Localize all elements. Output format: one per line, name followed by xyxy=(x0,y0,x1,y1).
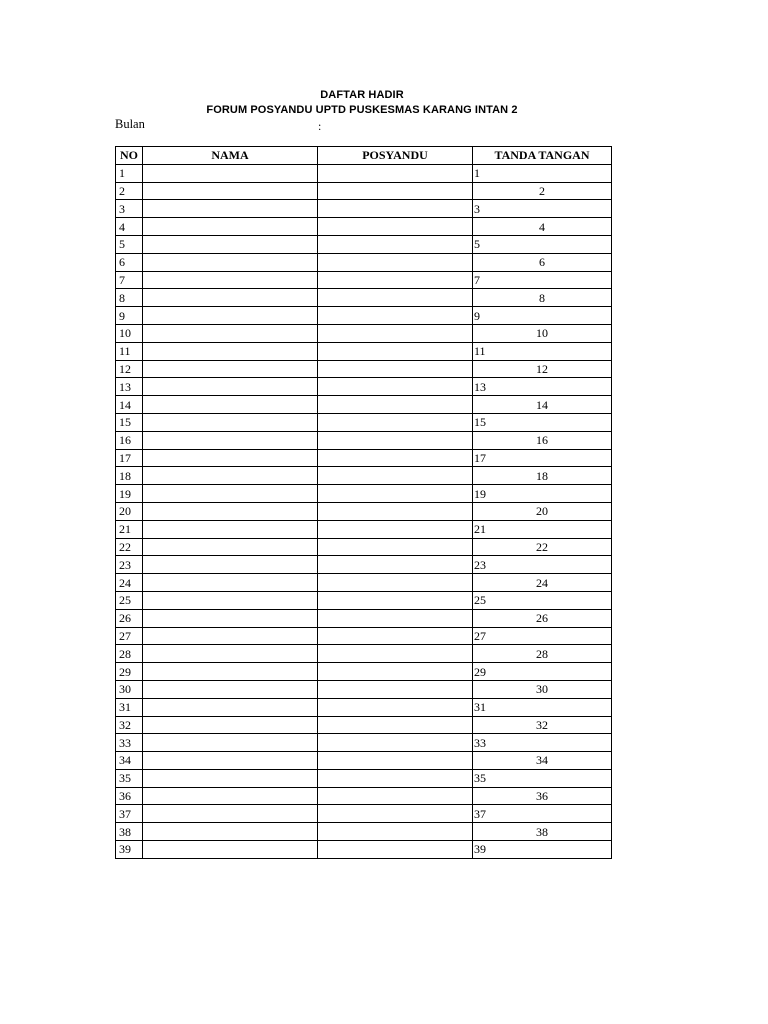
row-number: 17 xyxy=(116,449,143,467)
name-cell[interactable] xyxy=(143,787,318,805)
row-number: 32 xyxy=(116,716,143,734)
name-cell[interactable] xyxy=(143,182,318,200)
signature-cell[interactable]: 37 xyxy=(473,805,612,823)
name-cell[interactable] xyxy=(143,485,318,503)
name-cell[interactable] xyxy=(143,645,318,663)
name-cell[interactable] xyxy=(143,218,318,236)
row-number: 36 xyxy=(116,787,143,805)
document-title: DAFTAR HADIR xyxy=(320,89,404,101)
row-number: 29 xyxy=(116,663,143,681)
signature-cell[interactable]: 5 xyxy=(473,235,612,253)
signature-cell[interactable]: 24 xyxy=(473,574,612,592)
name-cell[interactable] xyxy=(143,609,318,627)
signature-cell[interactable]: 21 xyxy=(473,520,612,538)
name-cell[interactable] xyxy=(143,627,318,645)
signature-cell[interactable]: 34 xyxy=(473,752,612,770)
posyandu-cell[interactable] xyxy=(318,556,473,574)
row-number: 1 xyxy=(116,164,143,182)
posyandu-cell[interactable] xyxy=(318,520,473,538)
posyandu-cell[interactable] xyxy=(318,663,473,681)
signature-cell[interactable]: 26 xyxy=(473,609,612,627)
table-row xyxy=(116,769,612,787)
name-cell[interactable] xyxy=(143,769,318,787)
month-label: Bulan xyxy=(115,117,145,131)
table-row xyxy=(116,556,612,574)
posyandu-cell[interactable] xyxy=(318,841,473,859)
name-cell[interactable] xyxy=(143,378,318,396)
name-cell[interactable] xyxy=(143,698,318,716)
posyandu-cell[interactable] xyxy=(318,787,473,805)
row-number: 33 xyxy=(116,734,143,752)
signature-cell[interactable]: 31 xyxy=(473,698,612,716)
table-row xyxy=(116,734,612,752)
posyandu-cell[interactable] xyxy=(318,502,473,520)
posyandu-cell[interactable] xyxy=(318,235,473,253)
table-row xyxy=(116,663,612,681)
posyandu-cell[interactable] xyxy=(318,324,473,342)
posyandu-cell[interactable] xyxy=(318,769,473,787)
name-cell[interactable] xyxy=(143,307,318,325)
signature-cell[interactable]: 14 xyxy=(473,396,612,414)
row-number: 30 xyxy=(116,680,143,698)
table-row xyxy=(116,752,612,770)
name-cell[interactable] xyxy=(143,360,318,378)
posyandu-cell[interactable] xyxy=(318,823,473,841)
attendance-table xyxy=(115,146,612,859)
table-row xyxy=(116,431,612,449)
signature-cell[interactable]: 13 xyxy=(473,378,612,396)
table-row xyxy=(116,449,612,467)
table-row xyxy=(116,823,612,841)
table-row xyxy=(116,200,612,218)
posyandu-cell[interactable] xyxy=(318,716,473,734)
row-number: 34 xyxy=(116,752,143,770)
row-number: 4 xyxy=(116,218,143,236)
row-number: 37 xyxy=(116,805,143,823)
signature-cell[interactable]: 7 xyxy=(473,271,612,289)
posyandu-cell[interactable] xyxy=(318,538,473,556)
table-row xyxy=(116,271,612,289)
table-row xyxy=(116,538,612,556)
table-row xyxy=(116,680,612,698)
table-row xyxy=(116,467,612,485)
table-row xyxy=(116,324,612,342)
name-cell[interactable] xyxy=(143,538,318,556)
signature-cell[interactable]: 2 xyxy=(473,182,612,200)
signature-cell[interactable]: 17 xyxy=(473,449,612,467)
table-row xyxy=(116,413,612,431)
table-row xyxy=(116,396,612,414)
name-cell[interactable] xyxy=(143,520,318,538)
posyandu-cell[interactable] xyxy=(318,627,473,645)
name-cell[interactable] xyxy=(143,556,318,574)
name-cell[interactable] xyxy=(143,413,318,431)
row-number: 8 xyxy=(116,289,143,307)
signature-cell[interactable]: 38 xyxy=(473,823,612,841)
row-number: 11 xyxy=(116,342,143,360)
signature-cell[interactable]: 15 xyxy=(473,413,612,431)
table-row xyxy=(116,485,612,503)
posyandu-cell[interactable] xyxy=(318,467,473,485)
month-colon: : xyxy=(318,119,322,133)
row-number: 20 xyxy=(116,502,143,520)
signature-cell[interactable]: 9 xyxy=(473,307,612,325)
name-cell[interactable] xyxy=(143,449,318,467)
name-cell[interactable] xyxy=(143,841,318,859)
row-number: 31 xyxy=(116,698,143,716)
column-header-no: NO xyxy=(116,147,143,165)
name-cell[interactable] xyxy=(143,271,318,289)
table-row xyxy=(116,841,612,859)
column-header-posyandu: POSYANDU xyxy=(318,147,473,165)
table-row xyxy=(116,609,612,627)
table-row xyxy=(116,698,612,716)
table-row xyxy=(116,787,612,805)
table-row xyxy=(116,235,612,253)
row-number: 13 xyxy=(116,378,143,396)
table-row xyxy=(116,645,612,663)
table-row xyxy=(116,627,612,645)
signature-cell[interactable]: 8 xyxy=(473,289,612,307)
posyandu-cell[interactable] xyxy=(318,805,473,823)
row-number: 6 xyxy=(116,253,143,271)
row-number: 21 xyxy=(116,520,143,538)
signature-cell[interactable]: 16 xyxy=(473,431,612,449)
posyandu-cell[interactable] xyxy=(318,645,473,663)
name-cell[interactable] xyxy=(143,502,318,520)
signature-cell[interactable]: 10 xyxy=(473,324,612,342)
signature-cell[interactable]: 35 xyxy=(473,769,612,787)
posyandu-cell[interactable] xyxy=(318,698,473,716)
name-cell[interactable] xyxy=(143,574,318,592)
table-row xyxy=(116,253,612,271)
row-number: 24 xyxy=(116,574,143,592)
table-row xyxy=(116,574,612,592)
signature-cell[interactable]: 3 xyxy=(473,200,612,218)
name-cell[interactable] xyxy=(143,680,318,698)
name-cell[interactable] xyxy=(143,289,318,307)
row-number: 15 xyxy=(116,413,143,431)
column-header-nama: NAMA xyxy=(143,147,318,165)
signature-cell[interactable]: 22 xyxy=(473,538,612,556)
signature-cell[interactable]: 32 xyxy=(473,716,612,734)
signature-cell[interactable]: 19 xyxy=(473,485,612,503)
row-number: 35 xyxy=(116,769,143,787)
posyandu-cell[interactable] xyxy=(318,431,473,449)
name-cell[interactable] xyxy=(143,805,318,823)
signature-cell[interactable]: 33 xyxy=(473,734,612,752)
row-number: 10 xyxy=(116,324,143,342)
table-row xyxy=(116,218,612,236)
column-header-tanda-tangan: TANDA TANGAN xyxy=(473,147,612,165)
signature-cell[interactable]: 29 xyxy=(473,663,612,681)
signature-cell[interactable]: 6 xyxy=(473,253,612,271)
row-number: 9 xyxy=(116,307,143,325)
table-header-row xyxy=(116,147,612,165)
posyandu-cell[interactable] xyxy=(318,449,473,467)
posyandu-cell[interactable] xyxy=(318,609,473,627)
table-row xyxy=(116,378,612,396)
posyandu-cell[interactable] xyxy=(318,342,473,360)
name-cell[interactable] xyxy=(143,734,318,752)
name-cell[interactable] xyxy=(143,663,318,681)
row-number: 2 xyxy=(116,182,143,200)
signature-cell[interactable]: 30 xyxy=(473,680,612,698)
name-cell[interactable] xyxy=(143,591,318,609)
posyandu-cell[interactable] xyxy=(318,396,473,414)
row-number: 22 xyxy=(116,538,143,556)
row-number: 23 xyxy=(116,556,143,574)
signature-cell[interactable]: 36 xyxy=(473,787,612,805)
name-cell[interactable] xyxy=(143,716,318,734)
posyandu-cell[interactable] xyxy=(318,164,473,182)
signature-cell[interactable]: 12 xyxy=(473,360,612,378)
signature-cell[interactable]: 11 xyxy=(473,342,612,360)
row-number: 38 xyxy=(116,823,143,841)
row-number: 14 xyxy=(116,396,143,414)
signature-cell[interactable]: 18 xyxy=(473,467,612,485)
row-number: 26 xyxy=(116,609,143,627)
table-row xyxy=(116,182,612,200)
name-cell[interactable] xyxy=(143,235,318,253)
posyandu-cell[interactable] xyxy=(318,360,473,378)
row-number: 28 xyxy=(116,645,143,663)
name-cell[interactable] xyxy=(143,396,318,414)
row-number: 27 xyxy=(116,627,143,645)
row-number: 5 xyxy=(116,235,143,253)
row-number: 19 xyxy=(116,485,143,503)
name-cell[interactable] xyxy=(143,823,318,841)
name-cell[interactable] xyxy=(143,342,318,360)
row-number: 25 xyxy=(116,591,143,609)
name-cell[interactable] xyxy=(143,324,318,342)
posyandu-cell[interactable] xyxy=(318,271,473,289)
posyandu-cell[interactable] xyxy=(318,200,473,218)
document-subtitle: FORUM POSYANDU UPTD PUSKESMAS KARANG INTAN 2 xyxy=(206,104,518,116)
posyandu-cell[interactable] xyxy=(318,485,473,503)
name-cell[interactable] xyxy=(143,164,318,182)
posyandu-cell[interactable] xyxy=(318,574,473,592)
name-cell[interactable] xyxy=(143,200,318,218)
posyandu-cell[interactable] xyxy=(318,218,473,236)
posyandu-cell[interactable] xyxy=(318,378,473,396)
row-number: 16 xyxy=(116,431,143,449)
posyandu-cell[interactable] xyxy=(318,591,473,609)
table-row xyxy=(116,591,612,609)
posyandu-cell[interactable] xyxy=(318,752,473,770)
signature-cell[interactable]: 1 xyxy=(473,164,612,182)
row-number: 12 xyxy=(116,360,143,378)
signature-cell[interactable]: 25 xyxy=(473,591,612,609)
name-cell[interactable] xyxy=(143,752,318,770)
signature-cell[interactable]: 39 xyxy=(473,841,612,859)
table-row xyxy=(116,716,612,734)
table-row xyxy=(116,502,612,520)
name-cell[interactable] xyxy=(143,467,318,485)
name-cell[interactable] xyxy=(143,253,318,271)
posyandu-cell[interactable] xyxy=(318,182,473,200)
signature-cell[interactable]: 27 xyxy=(473,627,612,645)
name-cell[interactable] xyxy=(143,431,318,449)
table-row xyxy=(116,805,612,823)
posyandu-cell[interactable] xyxy=(318,413,473,431)
posyandu-cell[interactable] xyxy=(318,680,473,698)
table-row xyxy=(116,360,612,378)
posyandu-cell[interactable] xyxy=(318,253,473,271)
posyandu-cell[interactable] xyxy=(318,289,473,307)
table-row xyxy=(116,289,612,307)
row-number: 39 xyxy=(116,841,143,859)
signature-cell[interactable]: 20 xyxy=(473,502,612,520)
row-number: 18 xyxy=(116,467,143,485)
posyandu-cell[interactable] xyxy=(318,734,473,752)
table-row xyxy=(116,520,612,538)
table-row xyxy=(116,342,612,360)
row-number: 3 xyxy=(116,200,143,218)
row-number: 7 xyxy=(116,271,143,289)
signature-cell[interactable]: 4 xyxy=(473,218,612,236)
signature-cell[interactable]: 28 xyxy=(473,645,612,663)
table-row xyxy=(116,307,612,325)
table-row xyxy=(116,164,612,182)
posyandu-cell[interactable] xyxy=(318,307,473,325)
signature-cell[interactable]: 23 xyxy=(473,556,612,574)
table-body xyxy=(116,164,612,858)
